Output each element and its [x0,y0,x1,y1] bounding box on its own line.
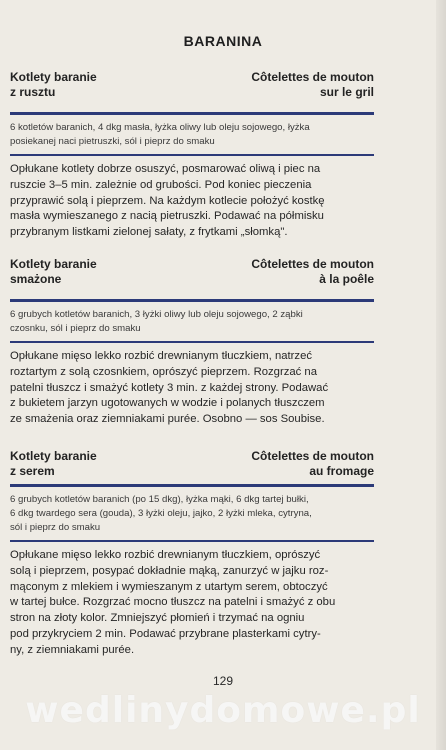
watermark: wedlinydomowe.pl [25,690,421,731]
recipe-title-polish: Kotlety baranie z rusztu [10,70,97,99]
chapter-title: BARANINA [183,33,263,49]
recipe-titles [10,449,374,483]
recipe-cheese-cutlets [10,449,374,659]
page-edge [436,0,446,750]
preparation-text: Opłukane kotlety dobrze osuszyć, posmarować oliwą i piec na ruszcie 3–5 min. zależnie od grubości. Pod koniec pieczenia przyprawić solą i pieprzem. Na każdym kotlecie położyć kostkę masła wymieszanego z nacią pietruszki. Podawać na półmisku przybranym listkami zielonej sałaty, z frytkami „słomką". [10,163,325,239]
recipe-title-french: Côtelettes de mouton sur le gril [251,70,374,99]
recipe-title-polish: Kotlety baranie smażone [10,257,97,286]
preparation-text: Opłukane mięso lekko rozbić drewnianym tłuczkiem, oprószyć solą i pieprzem, posypać dokładnie mąką, zanurzyć w jajku roz- mąconym z mlekiem i wymieszanym z utartym serem, obtoczyć w tartej bułce. Rozgrzać mocno tłuszcz na patelni i smażyć z obu stron na złoty kolor. Zmniejszyć płomień i trzymać na ogniu pod przykryciem 2 min. Podawać przybrane plasterkami cytry- ny, z ziemniakami purée. [10,549,336,656]
preparation-text: Opłukane mięso lekko rozbić drewnianym tłuczkiem, natrzeć roztartym z solą czosnkiem, oprószyć pieprzem. Rozgrzać na patelni tłuszcz i smażyć kotlety 3 min. z każdej strony. Podawać z bukietem jarzyn ugotowanych w wodzie i polanych tłuszczem ze smażenia oraz ziemniakami purée. Osobno — sos Soubise. [10,350,329,426]
recipe-grilled-cutlets [10,70,374,241]
ingredients: 6 grubych kotletów baranich (po 15 dkg), łyżka mąki, 6 dkg tartej bułki, 6 dkg twardego sera (gouda), 3 łyżki oleju, jajko, 2 łyżki mleka, cytryna, sól i pieprz do smaku [10,494,312,533]
recipe-titles [10,70,374,104]
recipe-fried-cutlets [10,257,374,428]
recipe-title-polish: Kotlety baranie z serem [10,449,97,478]
ingredients: 6 grubych kotletów baranich, 3 łyżki oliwy lub oleju sojowego, 2 ząbki czosnku, sól i pieprz do smaku [10,309,303,334]
recipe-title-french: Côtelettes de mouton à la poêle [251,257,374,286]
recipe-title-french: Côtelettes de mouton au fromage [251,449,374,478]
recipe-titles [10,257,374,291]
page-number: 129 [212,674,234,688]
ingredients: 6 kotletów baranich, 4 dkg masła, łyżka oliwy lub oleju sojowego, łyżka posiekanej naci pietruszki, sól i pieprz do smaku [10,122,310,147]
